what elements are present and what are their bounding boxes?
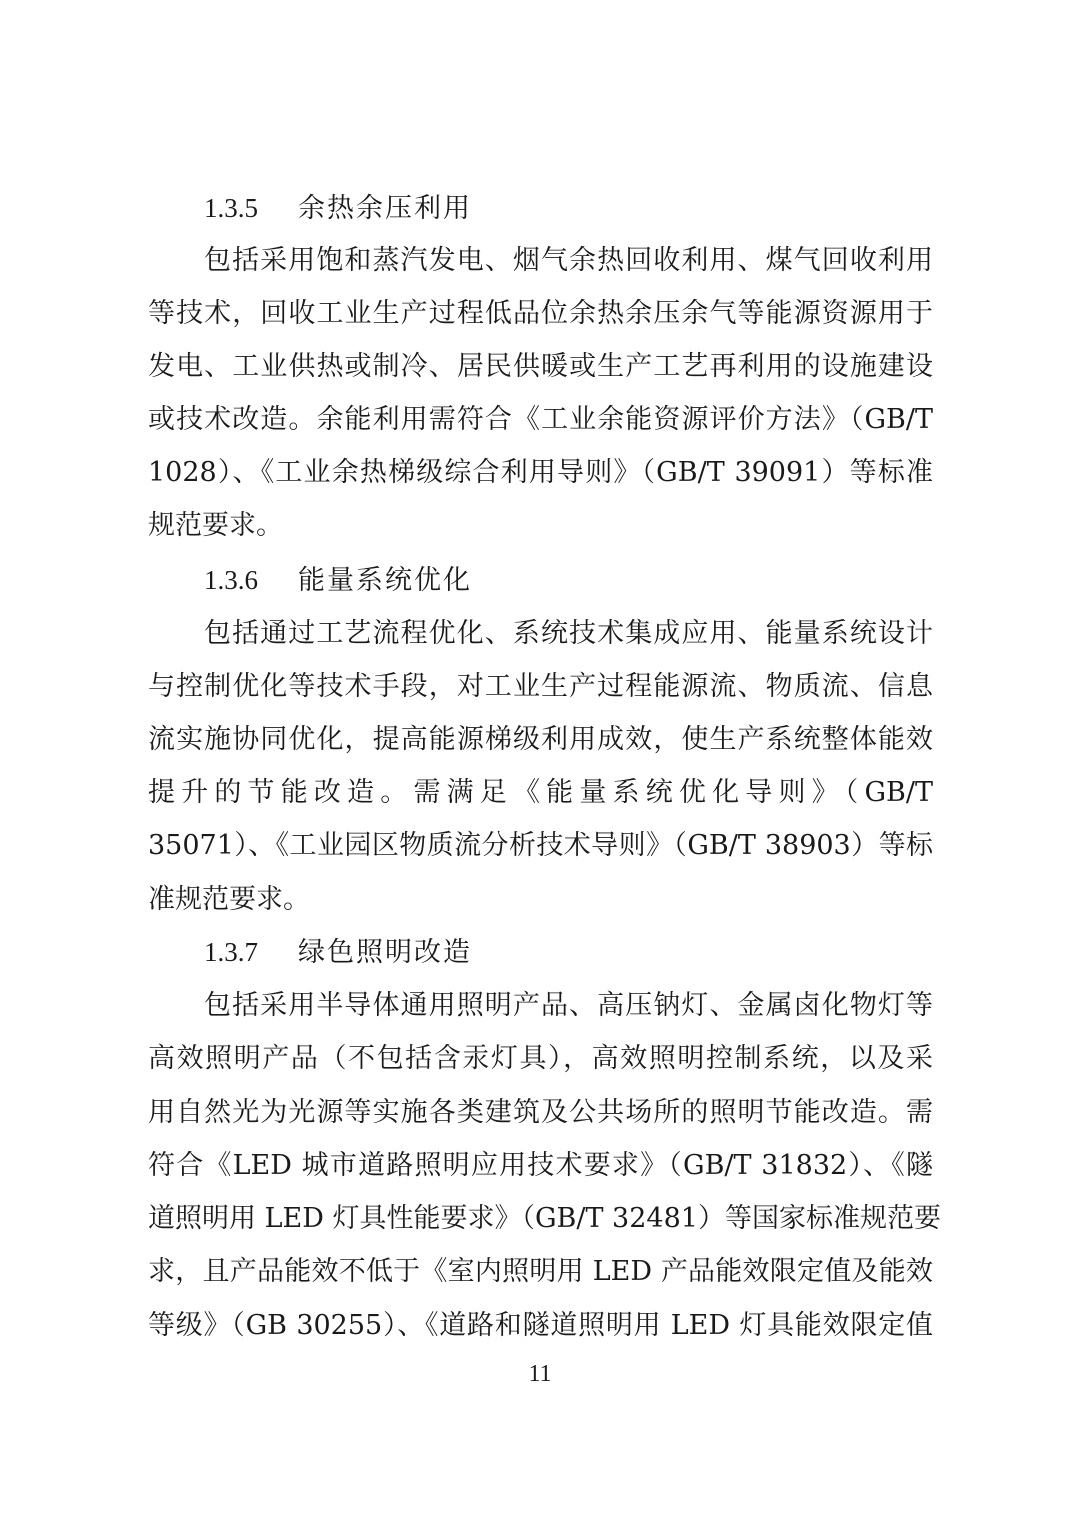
paragraph-line: 或技术改造。余能利用需符合《工业余能资源评价方法》（GB/T bbox=[148, 404, 933, 435]
section-number: 1.3.7 bbox=[204, 937, 258, 967]
section-number: 1.3.6 bbox=[204, 565, 258, 595]
paragraph-line: 35071）、《工业园区物质流分析技术导则》（GB/T 38903）等标 bbox=[148, 830, 933, 861]
paragraph-line: 等级》（GB 30255）、《道路和隧道照明用 LED 灯具能效限定值 bbox=[148, 1310, 933, 1341]
paragraph-line: 准规范要求。 bbox=[148, 884, 310, 915]
section-heading bbox=[204, 188, 472, 228]
section-heading bbox=[204, 932, 472, 972]
page-number: 11 bbox=[528, 1361, 552, 1387]
paragraph-line: 1028）、《工业余热梯级综合利用导则》（GB/T 39091）等标准 bbox=[148, 457, 933, 488]
paragraph-line: 高效照明产品（不包括含汞灯具），高效照明控制系统，以及采 bbox=[148, 1043, 933, 1074]
paragraph-line: 求，且产品能效不低于《室内照明用 LED 产品能效限定值及能效 bbox=[148, 1256, 933, 1287]
paragraph-line: 用自然光为光源等实施各类建筑及公共场所的照明节能改造。需 bbox=[148, 1097, 933, 1128]
paragraph-line: 符合《LED 城市道路照明应用技术要求》（GB/T 31832）、《隧 bbox=[148, 1150, 933, 1181]
section-heading bbox=[204, 560, 472, 600]
section-title: 余热余压利用 bbox=[298, 193, 472, 224]
paragraph-line: 规范要求。 bbox=[148, 510, 283, 541]
paragraph-line: 与控制优化等技术手段，对工业生产过程能源流、物质流、信息 bbox=[148, 671, 933, 702]
paragraph-line: 包括采用饱和蒸汽发电、烟气余热回收利用、煤气回收利用 bbox=[204, 245, 933, 276]
paragraph-line: 道照明用 LED 灯具性能要求》（GB/T 32481）等国家标准规范要 bbox=[148, 1203, 941, 1234]
section-title: 绿色照明改造 bbox=[298, 937, 472, 968]
section-number: 1.3.5 bbox=[204, 193, 258, 223]
paragraph-line: 包括采用半导体通用照明产品、高压钠灯、金属卤化物灯等 bbox=[204, 990, 933, 1021]
section-title: 能量系统优化 bbox=[298, 565, 472, 596]
paragraph-line: 流实施协同优化，提高能源梯级利用成效，使生产系统整体能效 bbox=[148, 724, 933, 755]
paragraph-line: 包括通过工艺流程优化、系统技术集成应用、能量系统设计 bbox=[204, 618, 933, 649]
paragraph-line: 发电、工业供热或制冷、居民供暖或生产工艺再利用的设施建设 bbox=[148, 351, 933, 382]
paragraph-line: 提升的节能改造。需满足《能量系统优化导则》（GB/T bbox=[148, 777, 933, 808]
paragraph-line: 等技术，回收工业生产过程低品位余热余压余气等能源资源用于 bbox=[148, 298, 933, 329]
